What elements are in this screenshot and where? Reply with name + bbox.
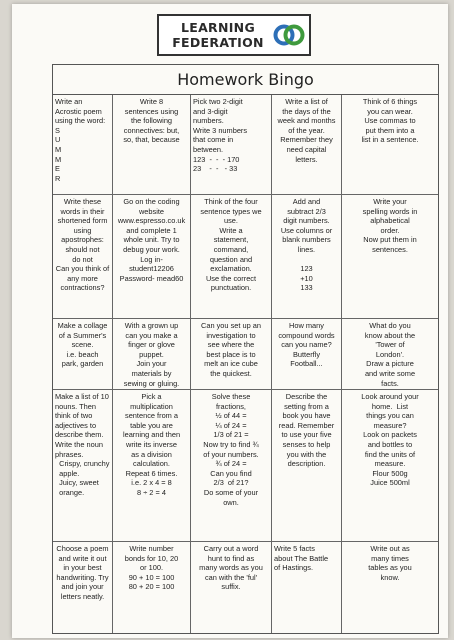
cell-text-line: Think of the four bbox=[204, 197, 258, 206]
cell-text-line: Write a list of bbox=[285, 97, 328, 106]
bingo-cell bbox=[53, 95, 113, 195]
cell-text-line: so, that, because bbox=[123, 135, 180, 145]
cell-text-line: and write it out bbox=[58, 553, 107, 563]
cell-text-line: need capital bbox=[286, 144, 327, 154]
bingo-cell bbox=[342, 95, 438, 195]
cell-text-line: you can wear. bbox=[367, 106, 413, 116]
logo-text bbox=[159, 20, 273, 50]
cell-text-line: the days of the bbox=[282, 106, 331, 116]
cell-text-line: compound words bbox=[278, 330, 335, 340]
cell-text-line: order. bbox=[380, 225, 400, 235]
cell-text-line: S bbox=[55, 125, 60, 135]
cell-text-line: What do you bbox=[369, 321, 411, 330]
cell-text-line: debug your work. bbox=[123, 244, 180, 254]
cell-text-line: description. bbox=[287, 459, 326, 469]
cell-text-line: Carry out a word bbox=[203, 544, 259, 553]
cell-text-line: words in their bbox=[60, 206, 105, 216]
logo-line-2: FEDERATION bbox=[172, 35, 264, 50]
cell-text-line: phrases. bbox=[55, 449, 84, 459]
cell-text-line: the quickest. bbox=[210, 368, 252, 378]
cell-text-line: Do some of your bbox=[203, 487, 259, 497]
cell-text-line: list in a sentence. bbox=[361, 135, 419, 145]
cell-text-line: i.e. beach bbox=[66, 349, 99, 359]
cell-text-line: put them into a bbox=[365, 125, 415, 135]
cell-text-line: do not bbox=[72, 254, 93, 264]
cell-text-line: write its inverse bbox=[126, 439, 177, 449]
cell-text-line: and bottles to bbox=[367, 439, 413, 449]
cell-text-line: 123 bbox=[300, 264, 313, 274]
learning-federation-logo bbox=[157, 14, 311, 56]
cell-text-line: +10 bbox=[300, 273, 313, 283]
cell-text-line: Can you find bbox=[210, 468, 252, 478]
cell-text-line: www.espresso.co.uk bbox=[117, 216, 186, 226]
cell-text-line: and complete 1 bbox=[126, 225, 177, 235]
cell-text-line: Acrostic poem bbox=[55, 106, 102, 116]
cell-text-line: Make a collage bbox=[57, 321, 108, 330]
page-title: Homework Bingo bbox=[53, 65, 438, 95]
bingo-cell bbox=[53, 542, 113, 633]
bingo-cell bbox=[272, 319, 342, 390]
cell-text-line: ¾ of 24 = bbox=[215, 459, 247, 469]
cell-text-line: learning and then bbox=[122, 430, 181, 440]
cell-text-line: read. Remember bbox=[278, 420, 335, 430]
cell-text-line: bonds for 10, 20 bbox=[124, 553, 179, 563]
cell-text-line: lines. bbox=[297, 244, 316, 254]
bingo-cell bbox=[191, 542, 272, 633]
cell-text-line: How many bbox=[289, 321, 324, 330]
cell-text-line: Write number bbox=[129, 544, 174, 553]
cell-text-line: suffix. bbox=[221, 582, 241, 592]
cell-text-line: Use commas to bbox=[364, 116, 416, 126]
cell-text-line: U bbox=[55, 135, 61, 145]
cell-text-line: Juicy, sweet bbox=[55, 478, 99, 488]
cell-text-line: measure? bbox=[373, 420, 407, 430]
bingo-cell bbox=[272, 390, 342, 542]
cell-text-line: connectives: but, bbox=[123, 125, 180, 135]
cell-text-line: calculation. bbox=[133, 459, 170, 469]
cell-text-line: apple. bbox=[55, 468, 80, 478]
cell-text-line: of a Summer's bbox=[58, 330, 107, 340]
cell-text-line: contractions? bbox=[60, 283, 105, 293]
cell-text-line: i.e. 2 x 4 = 8 bbox=[131, 478, 172, 488]
cell-text-line: Use the correct bbox=[205, 273, 257, 283]
cell-text-line: can with the 'ful' bbox=[204, 572, 258, 582]
cell-text-line: Write 3 numbers bbox=[193, 125, 248, 135]
cell-text-line: book you have bbox=[282, 411, 331, 421]
bingo-cell bbox=[272, 95, 342, 195]
cell-text-line: tables as you bbox=[368, 563, 412, 573]
cell-text-line: fractions, bbox=[216, 401, 246, 411]
bingo-cell bbox=[113, 390, 191, 542]
cell-text-line: M bbox=[55, 144, 62, 154]
logo-line-1: LEARNING bbox=[180, 20, 256, 35]
cell-text-line: orange. bbox=[55, 487, 85, 497]
cell-text-line: home. List bbox=[371, 401, 409, 411]
cell-text-line: know about the bbox=[364, 330, 416, 340]
cell-text-line: whole unit. Try to bbox=[123, 235, 180, 245]
cell-text-line: Pick two 2-digit bbox=[193, 97, 243, 106]
cell-text-line: Look around your bbox=[361, 392, 419, 401]
bingo-cell bbox=[113, 319, 191, 390]
bingo-board bbox=[52, 64, 439, 634]
cell-text-line: 133 bbox=[300, 283, 313, 293]
cell-text-line: Remember they bbox=[280, 135, 333, 145]
cell-text-line: Football... bbox=[290, 359, 323, 369]
cell-text-line: sentence from a bbox=[125, 411, 178, 421]
cell-text-line: Can you think of bbox=[55, 264, 110, 274]
cell-text-line: and write some bbox=[364, 368, 416, 378]
cell-text-line: E bbox=[55, 164, 60, 174]
cell-text-line: week and months bbox=[277, 116, 336, 126]
cell-text-line: Write the noun bbox=[55, 439, 103, 449]
bingo-cell bbox=[342, 542, 438, 633]
cell-text-line: and join your bbox=[61, 582, 104, 592]
cell-text-line: 123 - - - 170 bbox=[193, 154, 240, 164]
cell-text-line: many words as you bbox=[199, 563, 263, 573]
cell-text-line: things you can bbox=[366, 411, 414, 421]
cell-text-line: exclamation. bbox=[210, 264, 252, 274]
bingo-cell bbox=[191, 390, 272, 542]
cell-text-line: sewing or gluing. bbox=[123, 378, 180, 388]
bingo-cell bbox=[53, 390, 113, 542]
cell-text-line: think of two bbox=[55, 411, 93, 421]
cell-text-line: sentence types we bbox=[200, 206, 262, 216]
cell-text-line: Write your bbox=[373, 197, 407, 206]
cell-text-line: setting from a bbox=[284, 401, 329, 411]
cell-text-line: Repeat 6 times. bbox=[125, 468, 178, 478]
cell-text-line: using the word: bbox=[55, 116, 106, 126]
cell-text-line: Write 5 facts bbox=[274, 544, 315, 553]
cell-text-line: many times bbox=[371, 553, 409, 563]
cell-text-line: senses to help bbox=[282, 439, 331, 449]
cell-text-line: finger or glove bbox=[128, 340, 175, 350]
bingo-cell bbox=[113, 95, 191, 195]
cell-text-line: Juice 500ml bbox=[370, 478, 410, 488]
cell-text-line: table you are bbox=[130, 420, 173, 430]
cell-text-line: melt an ice cube bbox=[204, 359, 258, 369]
cell-text-line: Now try to find ¾ bbox=[203, 439, 259, 449]
cell-text-line: student12206 bbox=[129, 264, 174, 274]
bingo-cell bbox=[272, 195, 342, 319]
cell-text-line: Write out as bbox=[370, 544, 410, 553]
cell-text-line: blank numbers bbox=[282, 235, 331, 245]
worksheet-page bbox=[12, 4, 448, 638]
cell-text-line: 2/3 of 21? bbox=[213, 478, 249, 488]
cell-text-line: letters. bbox=[295, 154, 318, 164]
cell-text-line: any more bbox=[67, 273, 98, 283]
cell-text-line: Choose a poem bbox=[56, 544, 109, 553]
cell-text-line: about The Battle bbox=[274, 553, 329, 563]
cell-text-line: you with the bbox=[286, 449, 327, 459]
cell-text-line: between. bbox=[193, 144, 223, 154]
cell-text-line: statement, bbox=[213, 235, 249, 245]
cell-text-line: of your numbers. bbox=[203, 449, 259, 459]
cell-text-line: to use your five bbox=[281, 430, 332, 440]
cell-text-line: digit numbers. bbox=[283, 216, 330, 226]
cell-text-line: the following bbox=[130, 116, 173, 126]
cell-text-line: park, garden bbox=[61, 359, 104, 369]
interlocking-rings-icon bbox=[273, 19, 305, 51]
cell-text-line: use. bbox=[224, 216, 238, 226]
cell-text-line: Make a list of 10 bbox=[55, 392, 109, 401]
cell-text-line bbox=[274, 255, 339, 265]
cell-text-line: and 3-digit bbox=[193, 106, 228, 116]
bingo-cell bbox=[342, 195, 438, 319]
cell-text-line: Think of 6 things bbox=[362, 97, 418, 106]
bingo-grid bbox=[53, 95, 438, 633]
cell-text-line: in your best bbox=[63, 563, 102, 573]
cell-text-line: measure. bbox=[374, 459, 406, 469]
cell-text-line: 1/3 of 21 = bbox=[213, 430, 249, 440]
cell-text-line: 'Tower of bbox=[375, 340, 405, 350]
cell-text-line: nouns. Then bbox=[55, 401, 96, 411]
cell-text-line: sentences. bbox=[372, 244, 408, 254]
cell-text-line: of Hastings. bbox=[274, 563, 314, 573]
cell-text-line: London'. bbox=[375, 349, 405, 359]
cell-text-line: Add and bbox=[292, 197, 321, 206]
cell-text-line: Use columns or bbox=[280, 225, 333, 235]
cell-text-line: ¼ of 24 = bbox=[215, 420, 247, 430]
cell-text-line: Butterfly bbox=[292, 349, 321, 359]
cell-text-line: command, bbox=[213, 244, 249, 254]
cell-text-line: facts. bbox=[381, 378, 399, 388]
cell-text-line: hunt to find as bbox=[207, 553, 255, 563]
cell-text-line: ½ of 44 = bbox=[215, 411, 247, 421]
cell-text-line: Write 8 bbox=[139, 97, 164, 106]
cell-text-line: Solve these bbox=[211, 392, 251, 401]
cell-text-line: Can you set up an bbox=[201, 321, 261, 330]
cell-text-line: can you name? bbox=[281, 340, 332, 350]
cell-text-line: 90 + 10 = 100 bbox=[128, 572, 175, 582]
cell-text-line: own. bbox=[223, 497, 239, 507]
bingo-cell bbox=[191, 95, 272, 195]
bingo-cell bbox=[113, 542, 191, 633]
cell-text-line: that come in bbox=[193, 135, 234, 145]
bingo-cell bbox=[53, 195, 113, 319]
cell-text-line: alphabetical bbox=[370, 216, 410, 226]
cell-text-line: apostrophes: bbox=[61, 235, 104, 245]
cell-text-line: of the year. bbox=[288, 125, 325, 135]
cell-text-line: should not bbox=[65, 244, 100, 254]
cell-text-line: Log in- bbox=[140, 254, 163, 264]
cell-text-line: letters neatly. bbox=[60, 591, 105, 601]
cell-text-line: scene. bbox=[71, 340, 94, 350]
cell-text-line: numbers. bbox=[193, 116, 224, 126]
cell-text-line: punctuation. bbox=[210, 283, 252, 293]
cell-text-line: 80 + 20 = 100 bbox=[128, 582, 175, 592]
bingo-cell bbox=[272, 542, 342, 633]
bingo-cell bbox=[342, 319, 438, 390]
cell-text-line: know. bbox=[380, 572, 400, 582]
cell-text-line: With a grown up bbox=[124, 321, 179, 330]
cell-text-line: Describe the bbox=[285, 392, 328, 401]
cell-text-line: find the units of bbox=[364, 449, 416, 459]
bingo-cell bbox=[191, 319, 272, 390]
cell-text-line: website bbox=[138, 206, 165, 216]
cell-text-line: Write an bbox=[55, 97, 83, 106]
cell-text-line: Draw a picture bbox=[366, 359, 414, 369]
cell-text-line: can you make a bbox=[125, 330, 178, 340]
cell-text-line: investigation to bbox=[206, 330, 256, 340]
cell-text-line: shortened form bbox=[57, 216, 108, 226]
cell-text-line: question and bbox=[209, 254, 253, 264]
cell-text-line: handwriting. Try bbox=[56, 572, 109, 582]
cell-text-line: R bbox=[55, 173, 61, 183]
cell-text-line: Go on the coding bbox=[123, 197, 180, 206]
cell-text-line: Password- mead60 bbox=[119, 273, 184, 283]
cell-text-line: Pick a bbox=[141, 392, 162, 401]
cell-text-line: adjectives to bbox=[55, 420, 97, 430]
cell-text-line: Now put them in bbox=[363, 235, 417, 245]
cell-text-line: puppet. bbox=[139, 349, 164, 359]
cell-text-line: best place is to bbox=[206, 349, 256, 359]
cell-text-line: Write these bbox=[63, 197, 102, 206]
cell-text-line: or 100. bbox=[139, 563, 163, 573]
cell-text-line: 23 - - - 33 bbox=[193, 164, 238, 174]
bingo-cell bbox=[342, 390, 438, 542]
cell-text-line: using bbox=[73, 225, 92, 235]
cell-text-line: M bbox=[55, 154, 62, 164]
cell-text-line: subtract 2/3 bbox=[287, 206, 326, 216]
cell-text-line: describe them. bbox=[55, 430, 104, 440]
cell-text-line: Join your bbox=[136, 359, 167, 369]
bingo-cell bbox=[191, 195, 272, 319]
bingo-cell bbox=[53, 319, 113, 390]
cell-text-line: materials by bbox=[131, 368, 172, 378]
cell-text-line: 8 ÷ 2 = 4 bbox=[137, 487, 166, 497]
cell-text-line: Crispy, crunchy bbox=[55, 459, 110, 469]
bingo-cell bbox=[113, 195, 191, 319]
cell-text-line: Flour 500g bbox=[372, 468, 408, 478]
cell-text-line: sentences using bbox=[124, 106, 179, 116]
cell-text-line: see where the bbox=[207, 340, 255, 350]
cell-text-line: Write a bbox=[219, 225, 243, 235]
cell-text-line: Look on packets bbox=[363, 430, 417, 440]
cell-text-line: spelling words in bbox=[362, 206, 418, 216]
cell-text-line: multiplication bbox=[130, 401, 173, 411]
cell-text-line: as a division bbox=[131, 449, 172, 459]
